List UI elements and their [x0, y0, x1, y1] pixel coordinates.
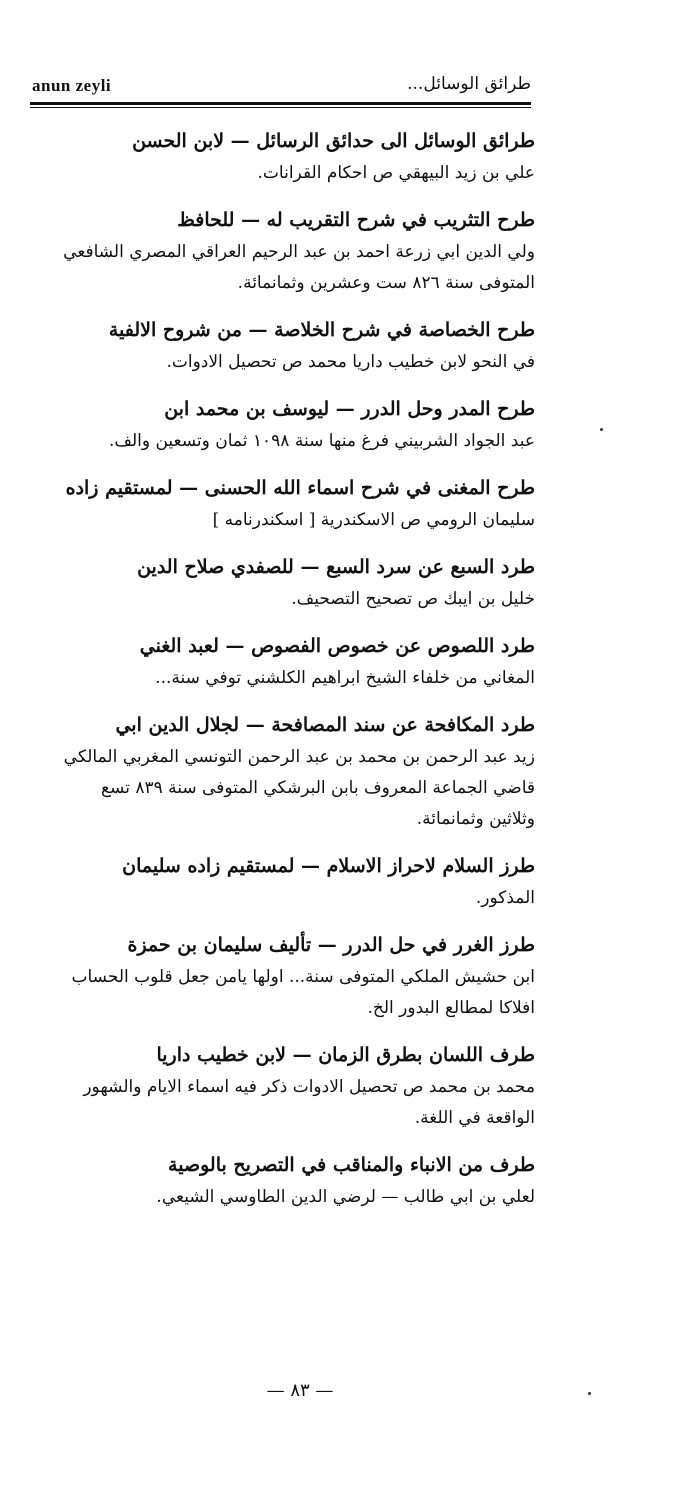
entry-title-line: طرز السلام لاحراز الاسلام — لمستقيم زاده سليمان: [122, 855, 535, 877]
entry-text-line: في النحو لابن خطيب داريا محمد ص تحصيل الادوات.: [166, 352, 535, 372]
speck-mark: [588, 1392, 591, 1395]
page-number: — ٨٣ —: [266, 1380, 334, 1401]
entry-text-line: المتوفى سنة ٨٢٦ ست وعشرين وثمانمائة.: [237, 273, 535, 293]
entry-text-line: وثلاثين وثمانمائة.: [416, 809, 535, 829]
bibliography-entry: [60, 550, 535, 615]
entry-text-line: قاضي الجماعة المعروف بابن البرشكي المتوفى سنة ٨٣٩ تسع: [100, 778, 535, 798]
entry-text-line: خليل بن ايبك ص تصحيح التصحيف.: [291, 589, 535, 609]
entry-text-line: علي بن زيد البيهقي ص احكام القرانات.: [257, 163, 535, 183]
entry-text-line: المذكور.: [475, 888, 535, 908]
entry-title-line: طرح الخصاصة في شرح الخلاصة — من شروح الالفية: [108, 319, 535, 341]
entry-title-line: طرد السبع عن سرد السبع — للصفدي صلاح الدين: [137, 556, 535, 578]
bibliography-entry: [60, 1148, 535, 1213]
bibliography-entry: [60, 928, 535, 1024]
bibliography-entry: [60, 124, 535, 189]
bibliography-entry: [60, 849, 535, 914]
bibliography-entry: [60, 392, 535, 457]
entry-title-line: طرف اللسان بطرق الزمان — لابن خطيب داريا: [156, 1044, 535, 1066]
entry-text-line: المغاني من خلفاء الشيخ ابراهيم الكلشني توفي سنة...: [155, 668, 535, 688]
header-rule-thin: [30, 107, 531, 108]
bibliography-entry: [60, 708, 535, 835]
running-header-right: طرائق الوسائل...: [407, 74, 531, 94]
entry-title-line: طرح التثريب في شرح التقريب له — للحافظ: [177, 209, 535, 231]
entry-text-line: عبد الجواد الشربيني فرغ منها سنة ١٠٩٨ ثمان وتسعين والف.: [108, 431, 535, 451]
entry-text-line: لعلي بن ابي طالب — لرضي الدين الطاوسي الشيعي.: [156, 1187, 535, 1207]
entry-title-line: طرائق الوسائل الى حدائق الرسائل — لابن الحسن: [132, 130, 535, 152]
bibliography-entry: [60, 203, 535, 299]
entry-text-line: زيد عبد الرحمن بن محمد بن عبد الرحمن التونسي المغربي المالكي: [63, 747, 535, 767]
bibliography-entry: [60, 471, 535, 536]
entry-title-line: طرز الغرر في حل الدرر — تأليف سليمان بن حمزة: [127, 934, 535, 956]
entry-text-line: الواقعة في اللغة.: [414, 1108, 535, 1128]
entry-text-line: ولي الدين ابي زرعة احمد بن عبد الرحيم العراقي المصري الشافعي: [63, 242, 535, 262]
bibliography-entry: [60, 313, 535, 378]
entry-list: [60, 124, 535, 1227]
speck-mark: [600, 428, 603, 431]
entry-text-line: ابن حشيش الملكي المتوفى سنة... اولها يامن جعل قلوب الحساب: [71, 967, 535, 987]
header-rule-thick: [30, 102, 531, 105]
entry-title-line: طرد اللصوص عن خصوص الفصوص — لعبد الغني: [139, 635, 535, 657]
entry-title-line: طرح المدر وحل الدرر — ليوسف بن محمد ابن: [164, 398, 535, 420]
entry-text-line: سليمان الرومي ص الاسكندرية [ اسكندرنامه ]: [212, 510, 535, 530]
running-header-left: anun zeyli: [32, 76, 112, 95]
entry-title-line: طرف من الانباء والمناقب في التصريح بالوصية: [168, 1154, 535, 1176]
entry-title-line: طرح المغنى في شرح اسماء الله الحسنى — لمستقيم زاده: [65, 477, 535, 499]
bibliography-entry: [60, 629, 535, 694]
bibliography-entry: [60, 1038, 535, 1134]
entry-text-line: محمد بن محمد ص تحصيل الادوات ذكر فيه اسماء الايام والشهور: [83, 1077, 535, 1097]
entry-title-line: طرد المكافحة عن سند المصافحة — لجلال الدين ابي: [115, 714, 535, 736]
entry-text-line: افلاكا لمطالع البدور الخ.: [367, 998, 535, 1018]
